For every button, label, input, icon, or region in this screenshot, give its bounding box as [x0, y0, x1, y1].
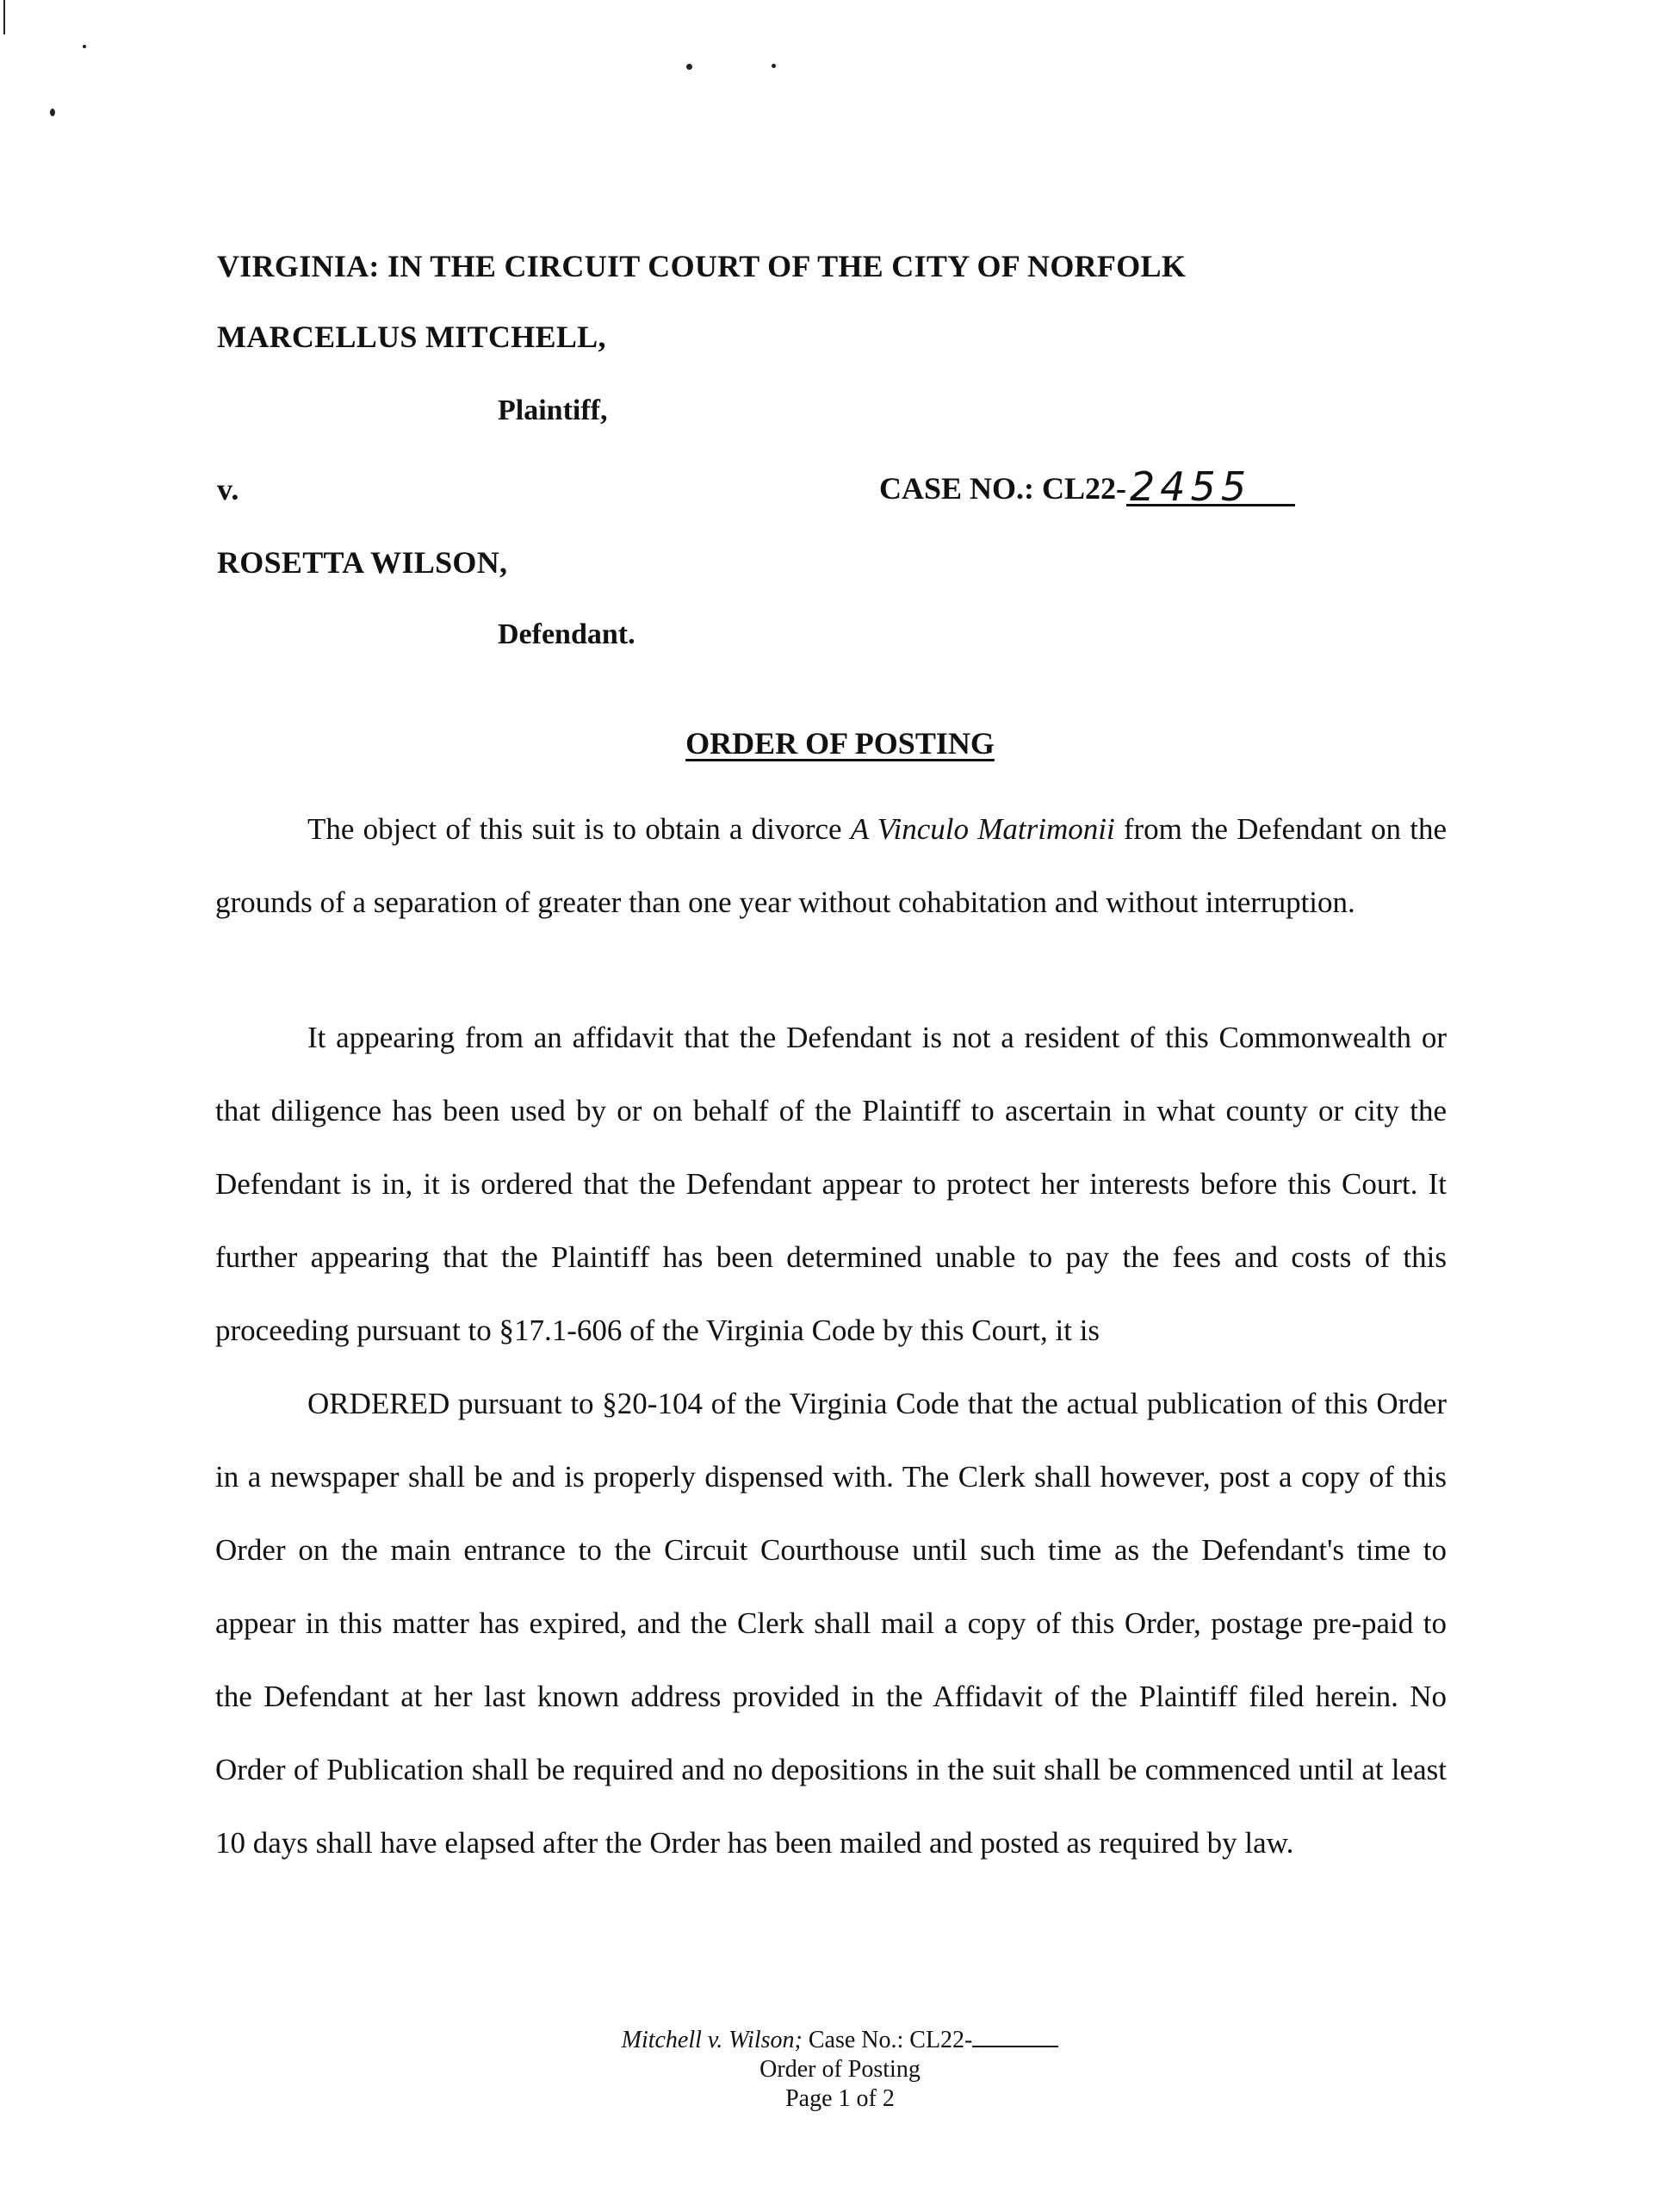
footer-caption-italic: Mitchell v. Wilson;: [621, 2027, 803, 2053]
paragraph-object-of-suit: [215, 792, 1447, 939]
case-number-label: CASE NO.: CL22-: [879, 471, 1127, 506]
paragraph-ordered: ORDERED pursuant to §20-104 of the Virginia Code that the actual publication of this Order in a newspaper shall be and is properly dispensed with. The Clerk shall however, post a copy of this Order on the main entrance to the Circuit Courthouse until such time as the Defendant's time to appear in this matter has expired, and the Clerk shall mail a copy of this Order, postage pre-paid to the Defendant at her last known address provided in the Affidavit of the Plaintiff filed herein. No Order of Publication shall be required and no depositions in the suit shall be commenced until at least 10 days shall have elapsed after the Order has been mailed and posted as required by law.: [215, 1387, 1447, 1860]
scan-speck: [686, 64, 692, 70]
defendant-role: Defendant.: [498, 618, 635, 650]
p1-text-italic: A Vinculo Matrimonii: [850, 812, 1115, 846]
plaintiff-name: MARCELLUS MITCHELL,: [217, 320, 606, 354]
footer-doc-name: Order of Posting: [759, 2056, 921, 2083]
scan-speck: [3, 0, 5, 34]
document-title: ORDER OF POSTING: [685, 726, 995, 761]
footer-case-blank: [972, 2046, 1058, 2047]
footer-page-number: Page 1 of 2: [785, 2085, 895, 2112]
defendant-name: ROSETTA WILSON,: [217, 545, 508, 580]
p1-text-before: The object of this suit is to obtain a divorce: [307, 812, 851, 846]
paragraph-affidavit: It appearing from an affidavit that the Defendant is not a resident of this Commonwealth or that diligence has been used by or on behalf of the Plaintiff to ascertain in what county or city the Defendant is in, it is ordered that the Defendant appear to protect her interests before this Court. It further appearing that the Plaintiff has been determined unable to pay the fees and costs of this proceeding pursuant to §17.1-606 of the Virginia Code by this Court, it is: [215, 1021, 1447, 1347]
footer-caption-rest: Case No.: CL22-: [802, 2027, 973, 2053]
case-number: [879, 463, 1295, 510]
plaintiff-role: Plaintiff,: [498, 394, 608, 426]
case-number-handwritten: 2455: [1126, 469, 1295, 506]
scan-speck: [83, 45, 86, 48]
page-footer: [0, 2026, 1680, 2114]
footer-caption: [0, 2026, 1680, 2055]
scan-speck: [50, 109, 55, 116]
court-heading: VIRGINIA: IN THE CIRCUIT COURT OF THE CITY OF NORFOLK: [217, 249, 1187, 283]
p1-text-after: from the Defendant on the grounds of a separation of greater than one year without cohabitation and without interruption.: [215, 812, 1447, 919]
scan-speck: [772, 64, 776, 68]
versus: v.: [217, 472, 239, 506]
